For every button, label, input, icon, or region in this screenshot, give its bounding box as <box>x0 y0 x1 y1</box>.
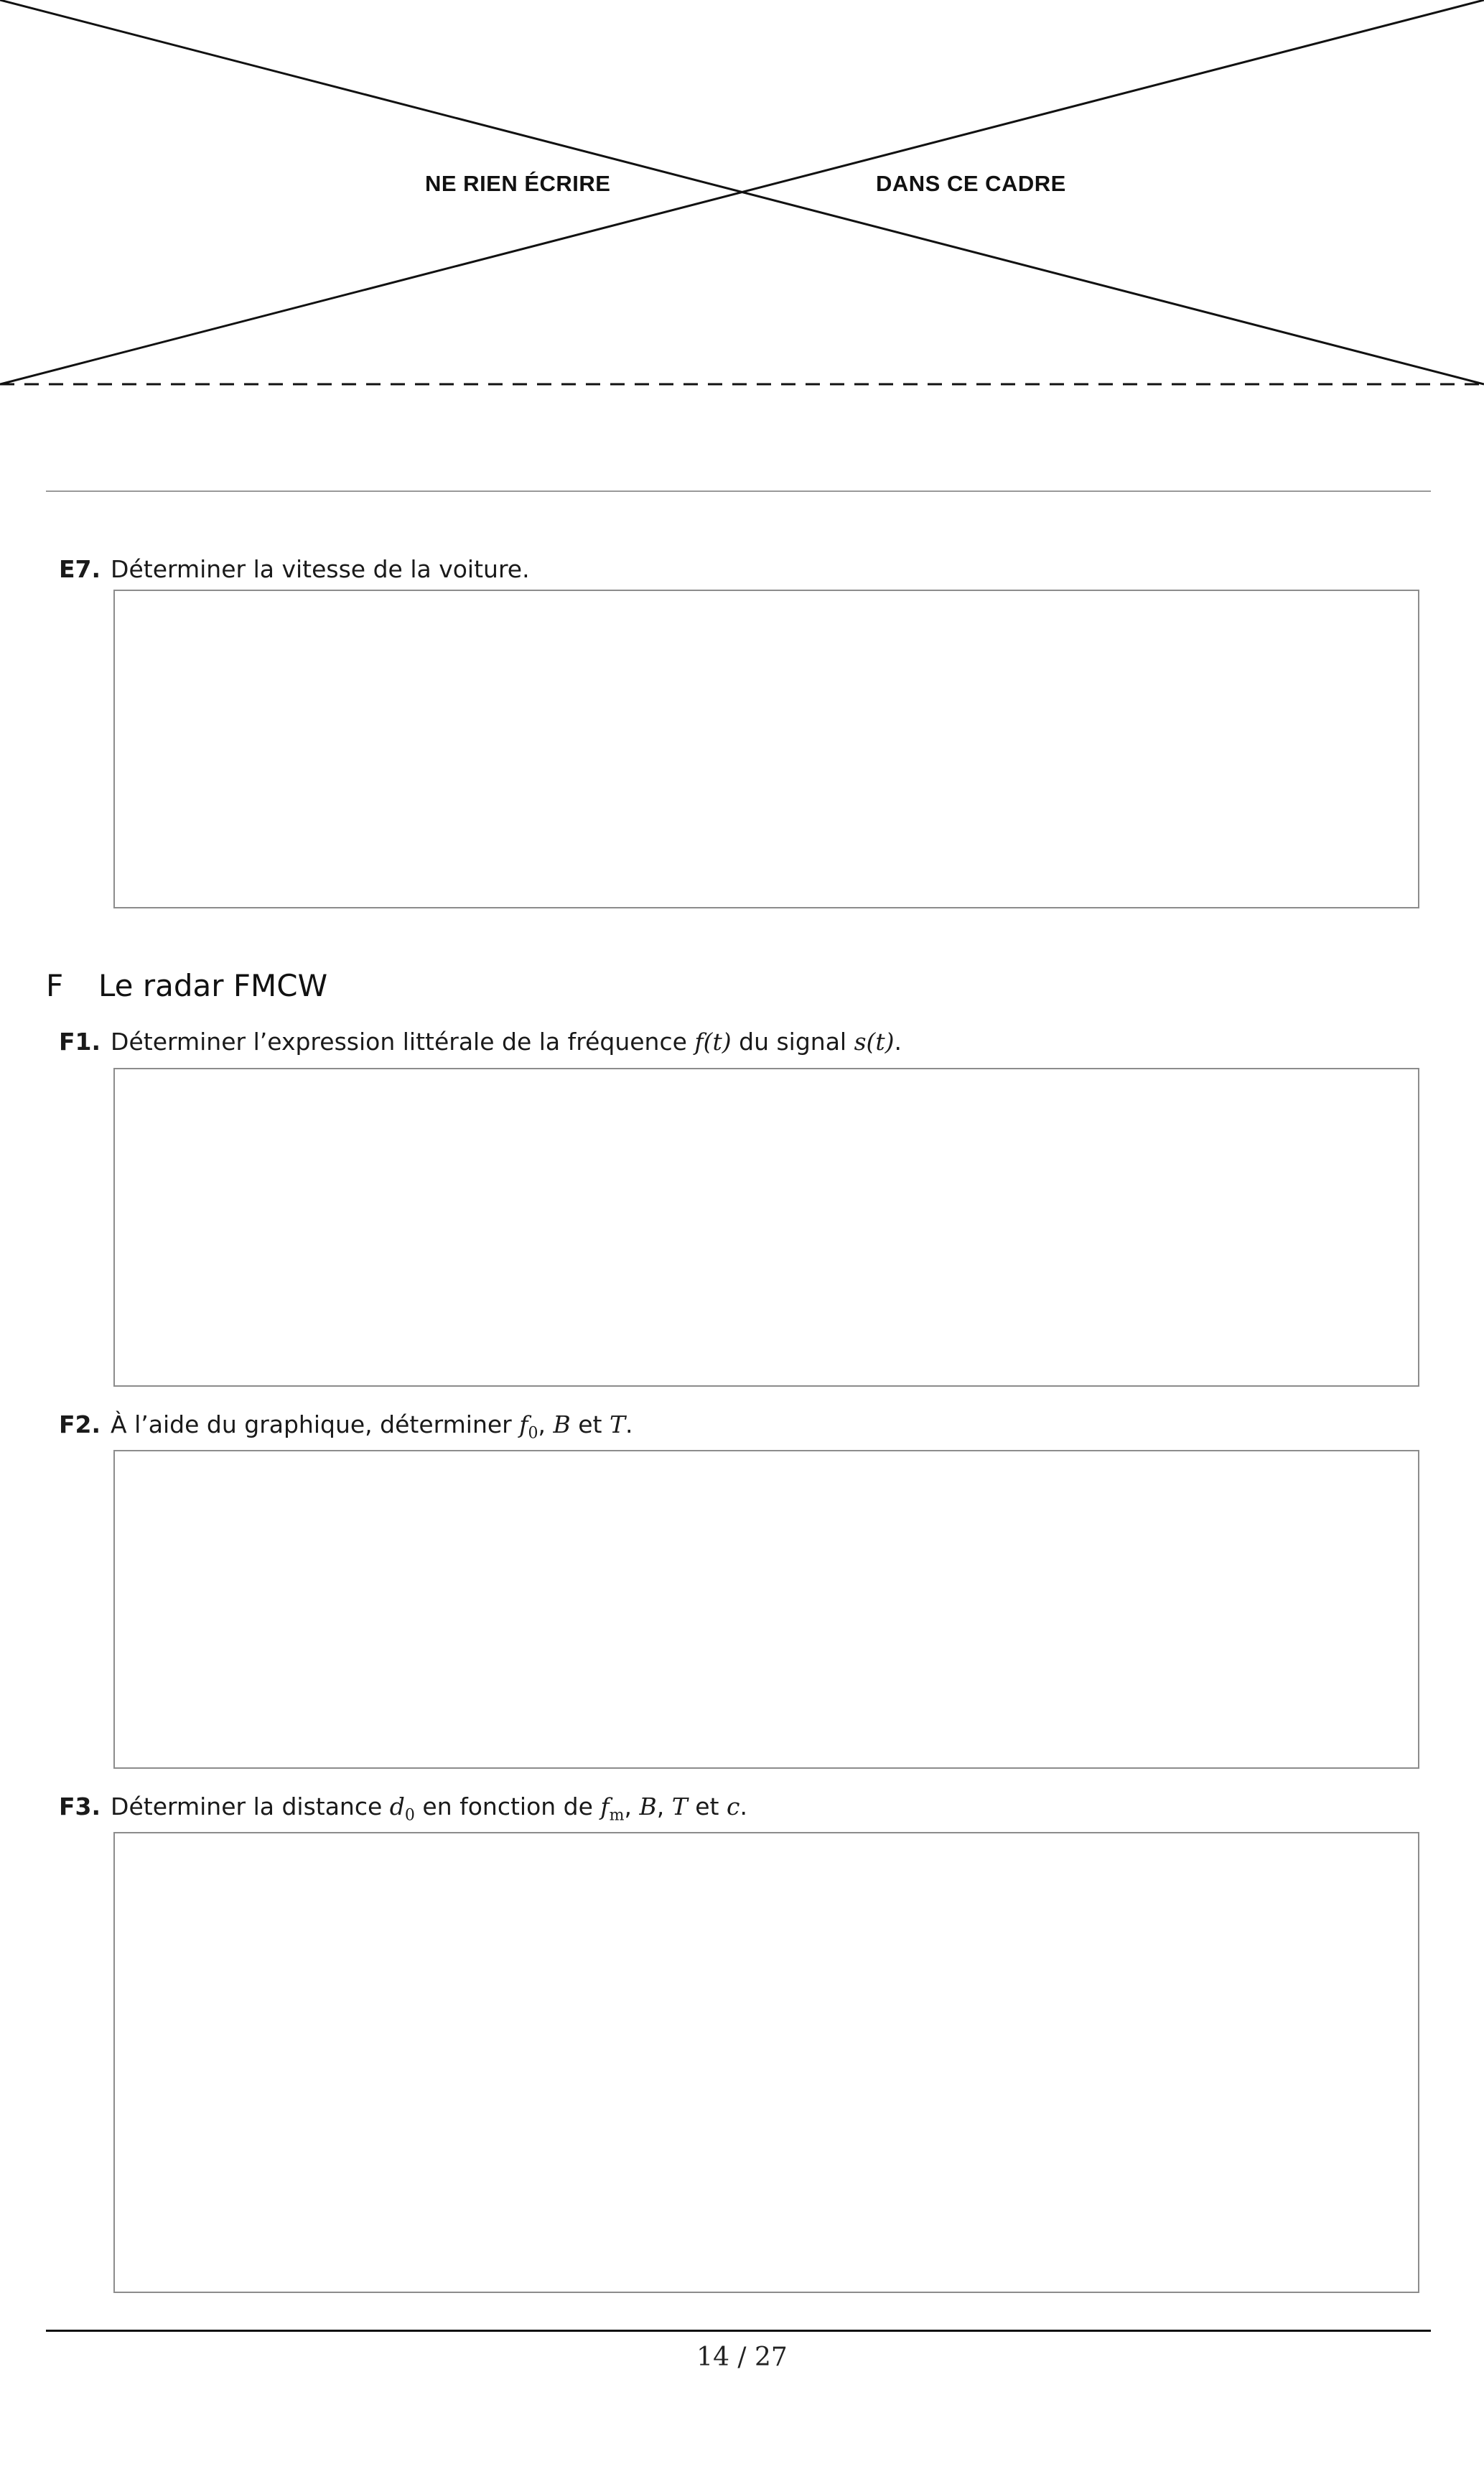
question-text: en fonction de <box>414 1792 601 1820</box>
question-f1 <box>59 1028 902 1056</box>
answer-box-f3[interactable] <box>113 1832 1419 2293</box>
section-title: Le radar FMCW <box>98 968 328 1003</box>
no-write-frame <box>0 0 1484 402</box>
question-e7 <box>59 555 530 584</box>
math-B: B <box>639 1792 657 1820</box>
question-text: À l’aide du graphique, déterminer <box>111 1410 520 1438</box>
question-text: Déterminer la distance <box>111 1792 390 1820</box>
math-T: T <box>671 1792 688 1820</box>
question-text: et <box>570 1410 610 1438</box>
question-number: F3. <box>59 1792 101 1820</box>
question-text: Déterminer l’expression littérale de la fréquence <box>111 1028 695 1056</box>
math-c: c <box>727 1792 740 1820</box>
question-text: . <box>894 1028 902 1056</box>
question-number: F1. <box>59 1028 101 1056</box>
math-B: B <box>553 1410 571 1438</box>
question-f2 <box>59 1410 633 1448</box>
math-s-of-t: s(t) <box>854 1028 895 1056</box>
question-number: F2. <box>59 1410 101 1438</box>
answer-box-e7[interactable] <box>113 590 1419 908</box>
question-text: , <box>538 1410 554 1438</box>
question-text: . <box>739 1792 747 1820</box>
answer-box-f1[interactable] <box>113 1068 1419 1387</box>
question-number: E7. <box>59 555 101 583</box>
math-f0: $f_0$ <box>519 1410 538 1443</box>
page-number: 14 / 27 <box>696 2343 788 2372</box>
question-text: et <box>687 1792 727 1820</box>
bottom-rule <box>46 2330 1431 2332</box>
math-fm: $f_m$ <box>600 1792 625 1825</box>
answer-box-f2[interactable] <box>113 1450 1419 1769</box>
section-heading <box>46 968 327 1004</box>
question-f3 <box>59 1792 747 1831</box>
math-d0: $d_0$ <box>389 1792 415 1825</box>
question-text: , <box>624 1792 640 1820</box>
question-text: . <box>625 1410 633 1438</box>
notice-left: NE RIEN ÉCRIRE <box>425 171 611 196</box>
question-text: , <box>656 1792 672 1820</box>
math-T: T <box>609 1410 625 1438</box>
question-text: Déterminer la vitesse de la voiture. <box>111 555 530 583</box>
section-letter: F <box>46 968 64 1003</box>
notice-right: DANS CE CADRE <box>876 171 1066 196</box>
question-text: du signal <box>731 1028 854 1056</box>
top-rule <box>46 490 1431 492</box>
math-f-of-t: f(t) <box>694 1028 732 1056</box>
